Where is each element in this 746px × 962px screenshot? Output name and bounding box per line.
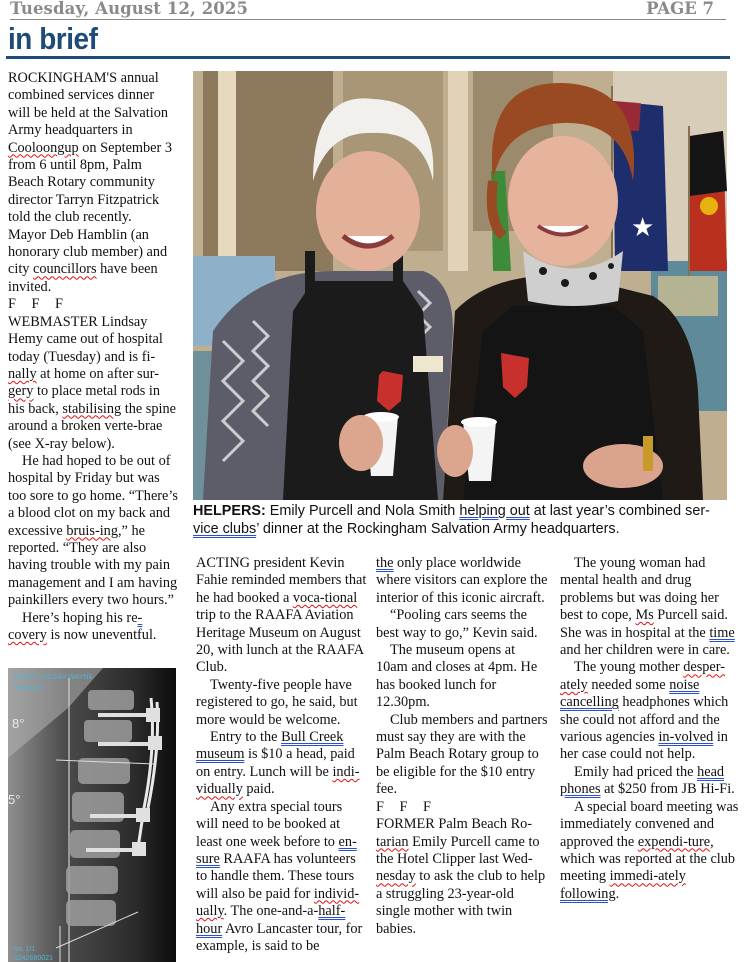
paragraph: Club members and partners must say they are with the Palm Beach Rotary group to be eligible for the $10 entry fee. xyxy=(376,711,548,798)
svg-text:Im: 1/1: Im: 1/1 xyxy=(14,946,36,953)
svg-text:5°: 5° xyxy=(8,792,21,807)
dateline xyxy=(10,0,726,20)
article-column-3 xyxy=(376,555,548,938)
svg-text:★: ★ xyxy=(631,213,655,242)
article-column-2 xyxy=(196,555,368,955)
story-separator: F F F xyxy=(8,296,70,313)
section-title: in brief xyxy=(8,21,98,56)
paragraph: the only place worldwide where visitors can explore the interior of this iconic aircraft. xyxy=(376,555,548,606)
page-number: PAGE 7 xyxy=(646,0,714,18)
xray-image xyxy=(8,668,176,962)
caption-label: HELPERS: xyxy=(193,503,266,519)
paragraph: WEBMASTER Lindsay Hemy came out of hospital today (Tuesday) and is fi-nally at home on after sur-gery to place metal rods in his back, stabilising the spine around a broken verte-brae (see X-ray below). xyxy=(8,313,176,452)
article-column-1 xyxy=(8,70,178,644)
paragraph: ROCKINGHAM'S annual combined services dinner will be held at the Salvation Army headquarters in Cooloongup on September 3 from 6 until 8pm, Palm Beach Rotary community director Tarryn Fitzpatrick told the club recently. xyxy=(8,70,173,226)
paragraph: The young woman had mental health and drug problems but was doing her best to cope, Ms Purcell said. She was in hospital at the time and her children were in care. xyxy=(560,555,735,659)
paragraph: ACTING president Kevin Fahie reminded members that he had booked a voca-tional trip to the RAAFA Aviation Heritage Museum on August 20, with lunch at the RAAFA Club. xyxy=(196,555,367,676)
issue-date: Tuesday, August 12, 2025 xyxy=(10,0,249,18)
spine-xray-graphic xyxy=(8,668,176,962)
svg-text:19611207: 19611207 xyxy=(14,685,45,692)
paragraph: He had hoped to be out of hospital by Friday but was too sore to go home. “There’s a blood clot on my back and excessive bruis-ing,” he reported. “They are also having trouble with my pain management and I am having painkillers every two hours.” xyxy=(8,452,178,609)
paragraph: The museum opens at 10am and closes at 4pm. He has booked lunch for 12.30pm. xyxy=(376,642,538,711)
article-column-4 xyxy=(560,555,740,903)
paragraph: A special board meeting was immediately convened and approved the expendi-ture, which was reported at the club meeting immedi-ately following. xyxy=(560,798,739,902)
paragraph: Emily had priced the head phones at $250 from JB Hi-Fi. xyxy=(560,763,735,798)
svg-text:HEMY*LINDSAY WAYNE: HEMY*LINDSAY WAYNE xyxy=(14,674,94,681)
svg-text:8°: 8° xyxy=(12,716,25,731)
svg-text:1242660021: 1242660021 xyxy=(14,955,53,962)
story-separator: F F F xyxy=(376,798,438,815)
paragraph: “Pooling cars seems the best way to go,” Kevin said. xyxy=(376,607,538,641)
paragraph: Any extra special tours will need to be booked at least one week before to en-sure RAAFA has volunteers to handle them. These tours will also be paid for individ-ually. The one-and-a-half-hour Avro Lancaster tour, for example, is said to be xyxy=(196,798,363,954)
paragraph: The young mother desper-ately needed some noise cancelling headphones which she could not afford and the various agencies in-volved in her case could not help. xyxy=(560,659,729,763)
photo-graphic xyxy=(193,71,727,500)
photo-caption: HELPERS: Emily Purcell and Nola Smith helping out at last year’s combined ser-vice clubs’ dinner at the Rockingham Salvation Army headquarters. xyxy=(193,503,710,537)
helpers-photo xyxy=(193,71,727,500)
paragraph: Mayor Deb Hamblin (an honorary club member) and city councillors have been invited. xyxy=(8,226,168,295)
paragraph: Entry to the Bull Creek museum is $10 a head, paid on entry. Lunch will be indi-vidually paid. xyxy=(196,729,360,798)
paragraph: Twenty-five people have registered to go, he said, but more would be welcome. xyxy=(196,676,358,728)
paragraph: Here’s hoping his re-covery is now uneventful. xyxy=(8,609,157,643)
section-rule xyxy=(6,56,730,59)
paragraph: FORMER Palm Beach Ro-tarian Emily Purcell came to the Hotel Clipper last Wed-nesday to ask the club to help a struggling 23-year-old single mother with twin babies. xyxy=(376,816,546,937)
